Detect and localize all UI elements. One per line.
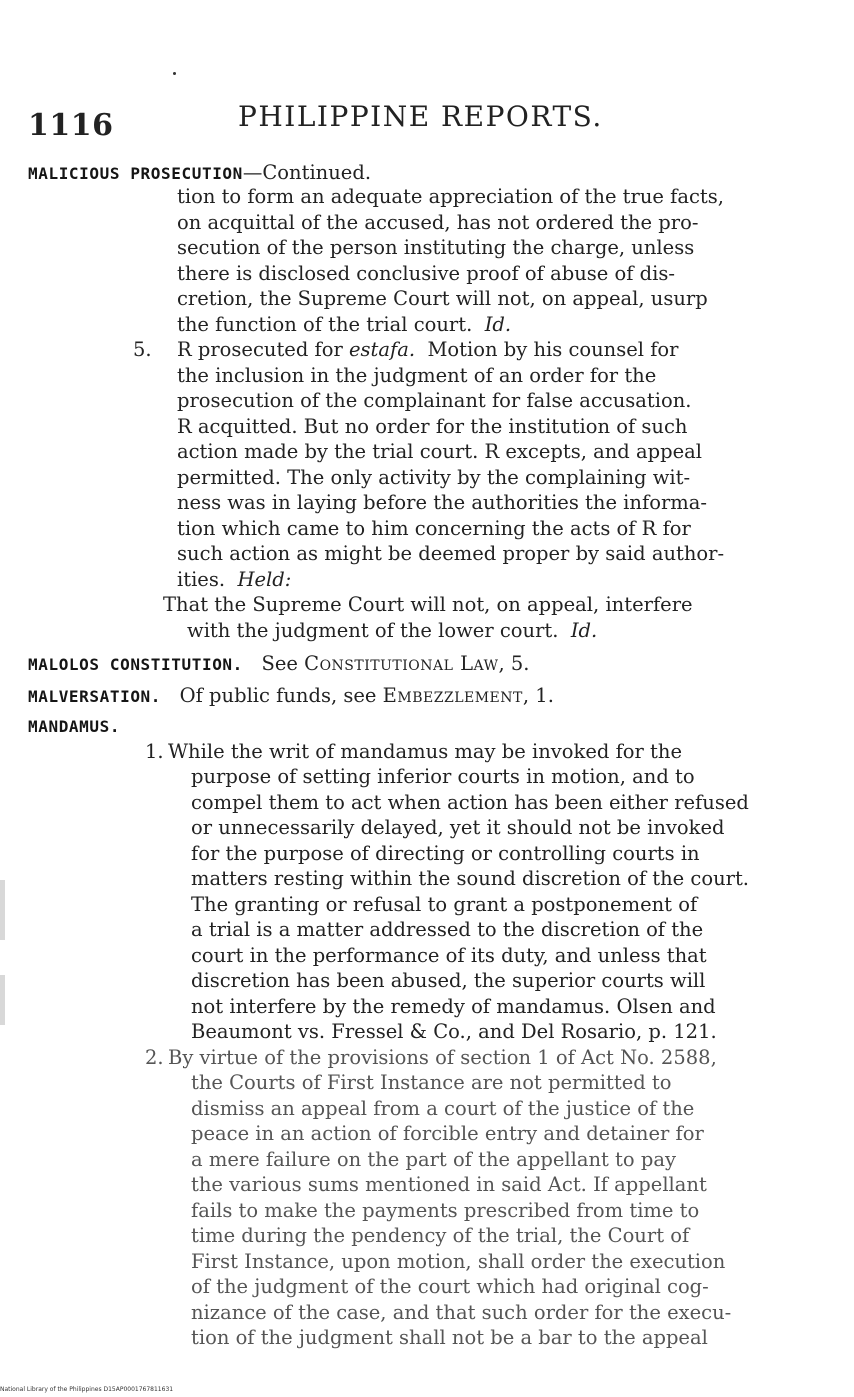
text-line bbox=[177, 312, 724, 338]
text-line: permitted. The only activity by the complaining wit- bbox=[177, 465, 691, 489]
text-line: R acquitted. But no order for the institution of such bbox=[177, 414, 688, 438]
text-line: The granting or refusal to grant a postponement of bbox=[191, 892, 698, 916]
text-line bbox=[163, 618, 693, 644]
text-line: there is disclosed conclusive proof of abuse of dis- bbox=[177, 261, 675, 285]
text-line: That the Supreme Court will not, on appeal, interfere bbox=[163, 593, 693, 616]
item-1 bbox=[191, 764, 749, 1045]
cross-reference: Constitutional Law bbox=[304, 652, 499, 675]
text-line: cretion, the Supreme Court will not, on appeal, usurp bbox=[177, 287, 708, 310]
scan-edge-mark bbox=[0, 975, 5, 1025]
entry-heading: MANDAMUS. bbox=[28, 717, 121, 736]
text-line: matters resting within the sound discretion of the court. bbox=[191, 867, 749, 890]
text-line: discretion has been abused, the superior courts will bbox=[191, 969, 706, 992]
cross-reference-number: 5. bbox=[510, 652, 530, 675]
item-1-number: 1. bbox=[145, 740, 164, 763]
scan-edge-mark bbox=[0, 880, 5, 940]
library-stamp: National Library of the Philippines D15AP0001767811631 bbox=[0, 1386, 174, 1393]
text-line: action made by the trial court. R excepts, and appeal bbox=[177, 440, 702, 463]
text-line: tion which came to him concerning the acts of R for bbox=[177, 516, 691, 540]
citation-id: Id. bbox=[570, 618, 598, 642]
page-number: 1116 bbox=[28, 108, 114, 143]
text-line: nizance of the case, and that such order for the execu- bbox=[191, 1300, 732, 1324]
text-line bbox=[177, 337, 724, 363]
text-line: the various sums mentioned in said Act. If appellant bbox=[191, 1173, 707, 1196]
text-span: with the judgment of the lower court. bbox=[187, 618, 559, 642]
holding-paragraph bbox=[163, 592, 693, 643]
text-line: such action as might be deemed proper by said author- bbox=[177, 542, 725, 565]
text-line: Beaumont vs. Fressel & Co., and Del Rosario, p. 121. bbox=[191, 1020, 717, 1043]
italic-term: estafa. bbox=[349, 338, 416, 361]
text-line: By virtue of the provisions of section 1 of Act No. 2588, bbox=[168, 1046, 717, 1069]
text-line: fails to make the payments prescribed from time to bbox=[191, 1198, 700, 1222]
entry-heading: MALICIOUS PROSECUTION bbox=[28, 164, 243, 183]
text-line: tion to form an adequate appreciation of the true facts, bbox=[177, 185, 724, 208]
entry-heading: MALOLOS CONSTITUTION bbox=[28, 655, 233, 674]
text-line: of the judgment of the court which had original cog- bbox=[191, 1275, 709, 1298]
text-line: secution of the person instituting the charge, unless bbox=[177, 236, 695, 259]
text-line: dismiss an appeal from a court of the justice of the bbox=[191, 1096, 695, 1120]
item-2 bbox=[191, 1070, 731, 1351]
citation-id: Id. bbox=[484, 312, 512, 336]
entry-malolos-constitution: MALOLOS CONSTITUTION. See Constitutional Law, 5. bbox=[28, 652, 530, 675]
entry-malversation: MALVERSATION. Of public funds, see Embezzlement, 1. bbox=[28, 684, 554, 707]
continued-label: —Continued. bbox=[242, 161, 372, 184]
entry-heading: MALVERSATION bbox=[28, 687, 151, 706]
cross-reference-number: 1. bbox=[535, 684, 554, 707]
cross-reference: Embezzlement bbox=[382, 684, 523, 707]
text-line: for the purpose of directing or controlling courts in bbox=[191, 841, 700, 865]
text-line: a mere failure on the part of the appellant to pay bbox=[191, 1147, 676, 1171]
text-line: While the writ of mandamus may be invoked for the bbox=[168, 740, 682, 763]
text-line: not interfere by the remedy of mandamus. Olsen and bbox=[191, 994, 716, 1018]
text-line: court in the performance of its duty, and unless that bbox=[191, 943, 707, 967]
continued-paragraph bbox=[177, 184, 724, 337]
scan-speck bbox=[173, 72, 176, 75]
text-line: prosecution of the complainant for false accusation. bbox=[177, 389, 692, 412]
text-span: Of public funds, see bbox=[179, 684, 377, 707]
item-1-first-line bbox=[168, 739, 682, 765]
text-line: tion of the judgment shall not be a bar to the appeal bbox=[191, 1326, 708, 1349]
text-line: the Courts of First Instance are not permitted to bbox=[191, 1071, 672, 1094]
held-label: Held: bbox=[237, 567, 292, 591]
text-line: compel them to act when action has been either refused bbox=[191, 790, 749, 814]
text-span: R prosecuted for bbox=[177, 338, 343, 361]
text-line: time during the pendency of the trial, the Court of bbox=[191, 1224, 690, 1247]
text-span: ities. bbox=[177, 567, 226, 591]
text-line: a trial is a matter addressed to the discretion of the bbox=[191, 918, 704, 941]
item-2-first-line bbox=[168, 1045, 717, 1071]
text-line: ness was in laying before the authorities the informa- bbox=[177, 491, 707, 514]
text-line: First Instance, upon motion, shall order the execution bbox=[191, 1249, 726, 1273]
item-5 bbox=[177, 337, 724, 592]
running-head-title: PHILIPPINE REPORTS. bbox=[238, 100, 603, 133]
item-5-number: 5. bbox=[133, 338, 152, 361]
entry-mandamus bbox=[28, 713, 120, 740]
entry-heading-line bbox=[28, 160, 371, 187]
item-2-number: 2. bbox=[145, 1046, 164, 1069]
text-line: on acquittal of the accused, has not ordered the pro- bbox=[177, 210, 699, 234]
text-line: or unnecessarily delayed, yet it should not be invoked bbox=[191, 816, 725, 839]
text-line: purpose of setting inferior courts in motion, and to bbox=[191, 765, 695, 788]
entry-malicious-prosecution bbox=[28, 160, 371, 187]
text-span: Motion by his counsel for bbox=[427, 338, 679, 361]
text-span: the function of the trial court. bbox=[177, 312, 473, 336]
text-line bbox=[177, 567, 724, 593]
see-label: See bbox=[261, 652, 298, 675]
text-line: the inclusion in the judgment of an order for the bbox=[177, 363, 657, 387]
text-line: peace in an action of forcible entry and detainer for bbox=[191, 1122, 704, 1145]
